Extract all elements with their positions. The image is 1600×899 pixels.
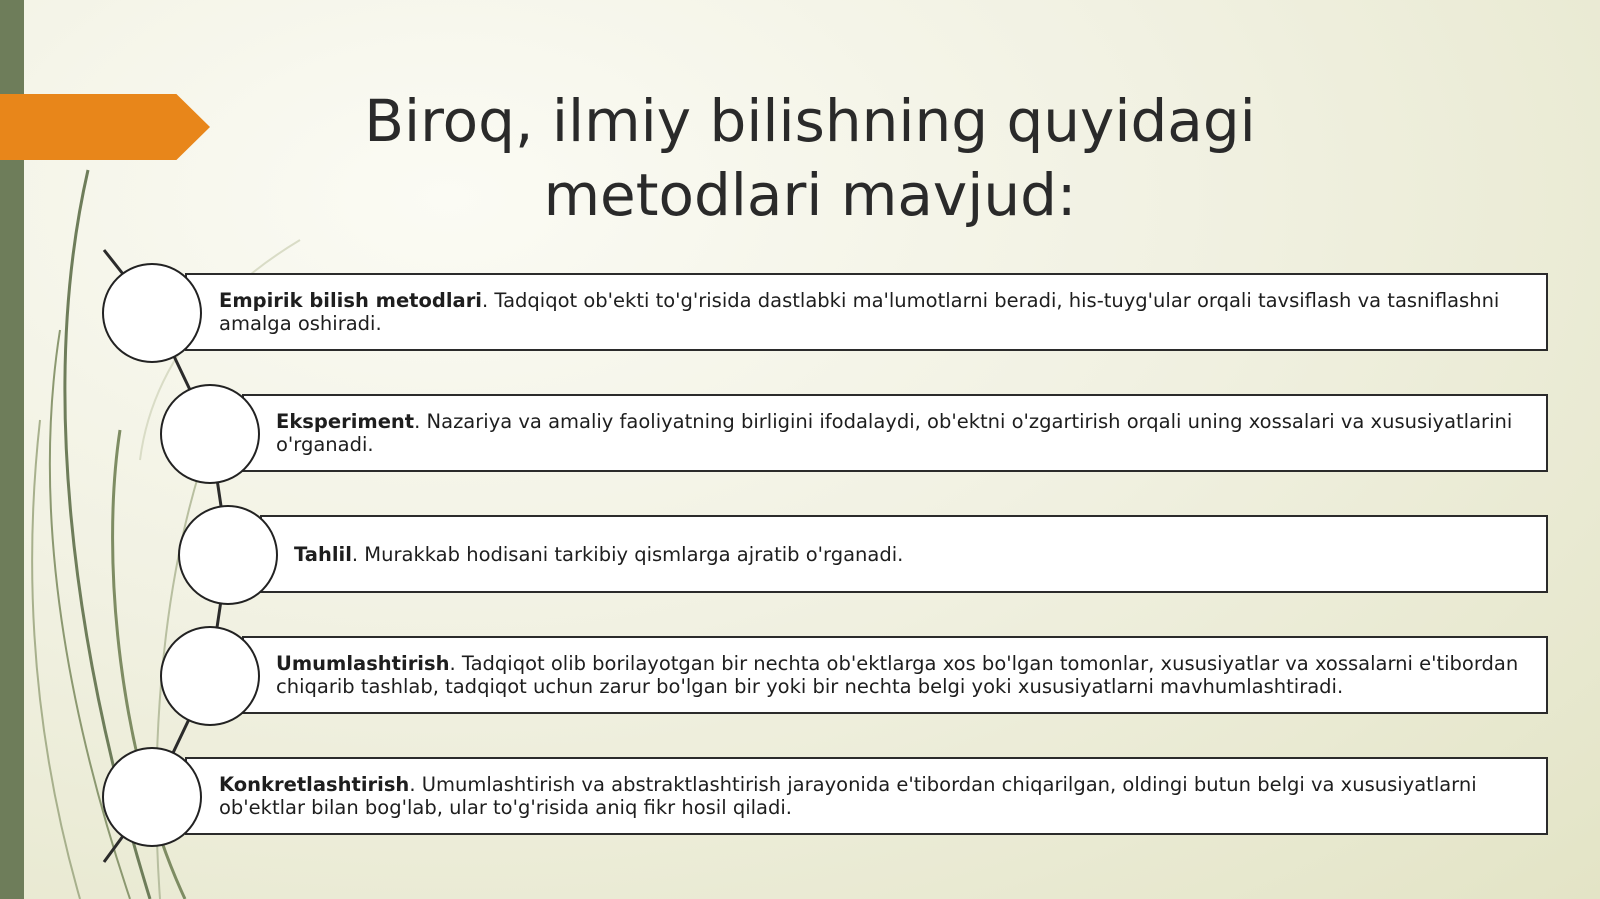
list-item-term: Empirik bilish metodlari xyxy=(219,289,482,312)
list-item-circle xyxy=(102,263,202,363)
list-item-text xyxy=(294,543,903,566)
list-item-circle xyxy=(178,505,278,605)
orange-arrow-shape xyxy=(0,94,210,160)
list-item-description: . Tadqiqot olib borilayotgan bir nechta ob'ektlarga xos bo'lgan tomonlar, xususiyatlar va xossalarni e'tibordan chiqarib tashlab, tadqiqot uchun zarur bo'lgan bir yoki bir nechta belgi yoki xususiyatlarni mavhumlashtiradi. xyxy=(276,652,1519,698)
list-item-term: Konkretlashtirish xyxy=(219,773,410,796)
slide-title xyxy=(300,84,1320,232)
list-item-term: Eksperiment xyxy=(276,410,415,433)
list-item-text xyxy=(219,289,1538,335)
list-item-umumlashtirish xyxy=(242,636,1548,714)
list-item-circle xyxy=(102,747,202,847)
title-line-2: metodlari mavjud: xyxy=(543,161,1077,229)
list-item-circle xyxy=(160,384,260,484)
list-item-tahlil xyxy=(260,515,1548,593)
list-item-text xyxy=(276,652,1538,698)
list-item-description: . Umumlashtirish va abstraktlashtirish jarayonida e'tibordan chiqarilgan, oldingi butun belgi va xususiyatlarni ob'ektlar bilan bog'lab, ular to'g'risida aniq fikr hosil qiladi. xyxy=(219,773,1477,819)
title-line-1: Biroq, ilmiy bilishning quyidagi xyxy=(364,87,1256,155)
list-item-description: . Nazariya va amaliy faoliyatning birligini ifodalaydi, ob'ektni o'zgartirish orqali uning xossalari va xususiyatlarini o'rganadi. xyxy=(276,410,1513,456)
list-item-konkretlashtirish xyxy=(185,757,1548,835)
list-item-term: Tahlil xyxy=(294,542,352,566)
list-item-empirik xyxy=(185,273,1548,351)
list-item-text xyxy=(276,410,1538,456)
list-item-eksperiment xyxy=(242,394,1548,472)
list-item-description: . Tadqiqot ob'ekti to'g'risida dastlabki ma'lumotlarni beradi, his-tuyg'ular orqali tavsiflash va tasniflashni amalga oshiradi. xyxy=(219,289,1500,335)
list-item-text xyxy=(219,773,1538,819)
list-item-term: Umumlashtirish xyxy=(276,652,450,675)
list-item-circle xyxy=(160,626,260,726)
list-item-description: . Murakkab hodisani tarkibiy qismlarga ajratib o'rganadi. xyxy=(351,542,904,566)
